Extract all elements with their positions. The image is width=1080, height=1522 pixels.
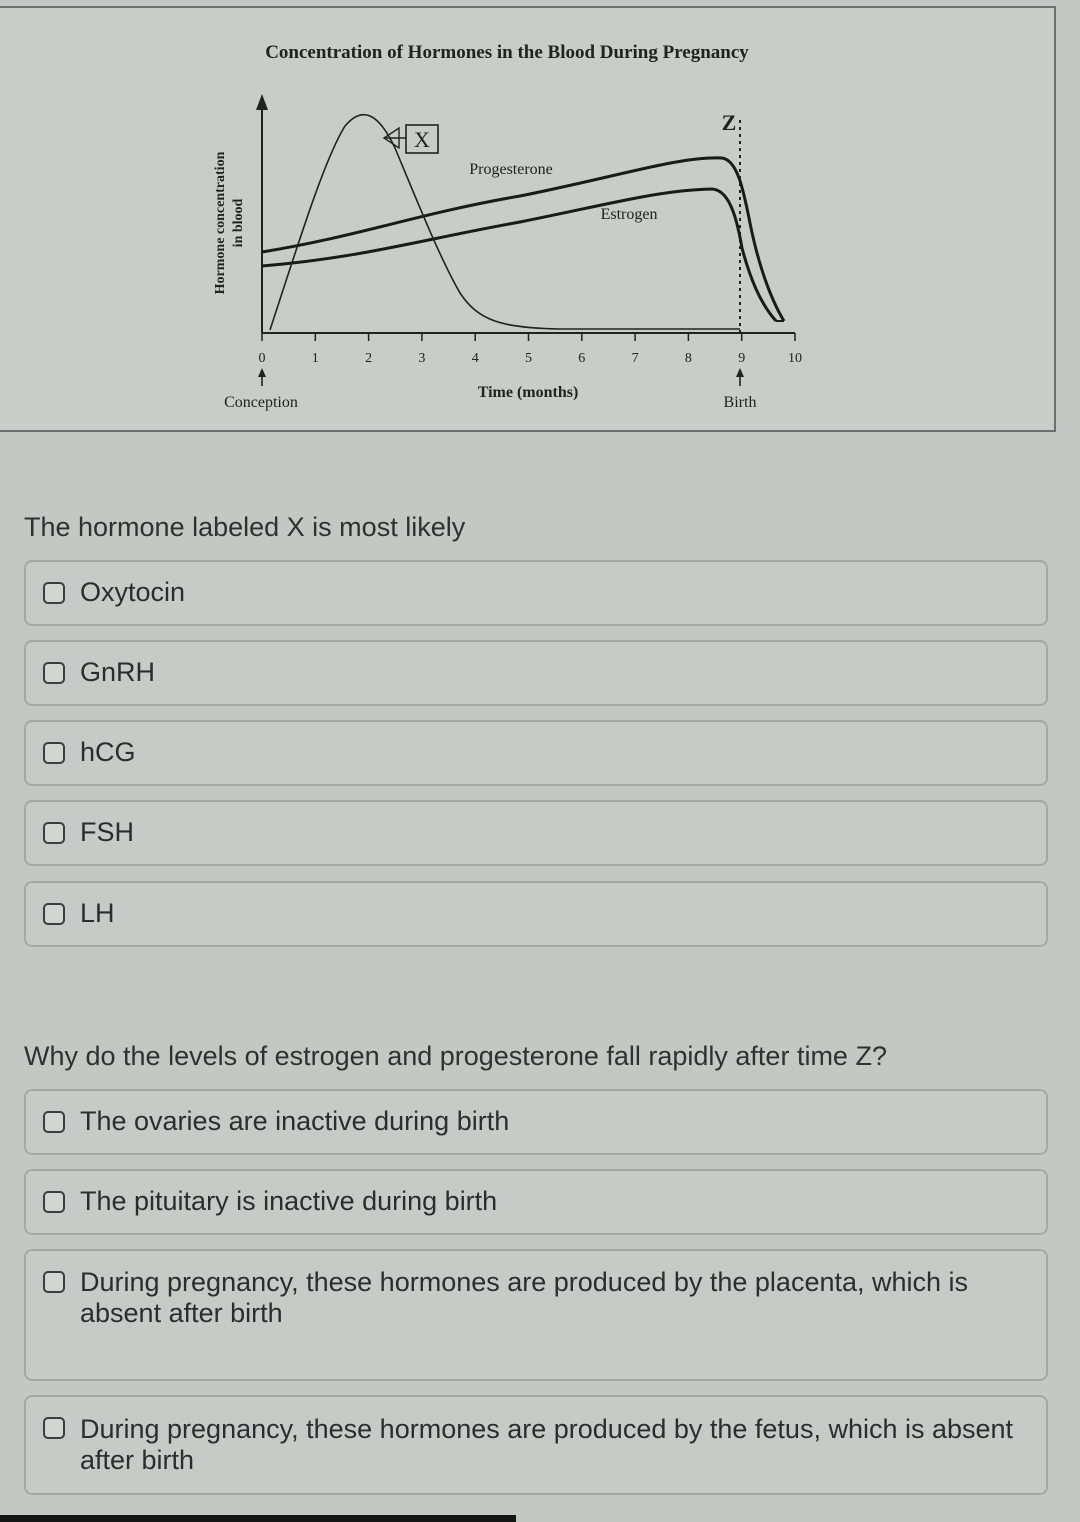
hormone-figure [0,6,1056,432]
hormone-x-curve [270,115,740,330]
x-ticks [259,333,803,366]
checkbox[interactable] [43,1111,65,1133]
x-tick-label: 4 [471,351,479,366]
checkbox[interactable] [43,903,65,925]
checkbox[interactable] [43,822,65,844]
option-label: The ovaries are inactive during birth [80,1106,510,1136]
progesterone-label: Progesterone [469,161,553,178]
x-tick-label: 2 [365,351,373,366]
q1-option-lh[interactable] [24,881,1048,947]
checkbox[interactable] [43,1191,65,1213]
x-axis-label: Time (months) [477,384,579,401]
progesterone-curve [262,158,784,321]
question-2-prompt: Why do the levels of estrogen and progesterone fall rapidly after time Z? [24,1041,887,1071]
checkbox[interactable] [43,662,65,684]
z-label: Z [721,110,737,135]
x-tick-label: 10 [788,351,802,366]
x-tick-label: 0 [258,351,266,366]
option-label: During pregnancy, these hormones are produced by the fetus, which is absent after birth [80,1414,1014,1475]
birth-arrowhead [736,368,744,377]
chart-title: Concentration of Hormones in the Blood During Pregnancy [265,42,749,63]
option-label: Oxytocin [80,577,186,607]
q2-option-ovaries[interactable] [24,1089,1048,1155]
checkbox[interactable] [43,742,65,764]
checkbox[interactable] [43,582,65,604]
q2-option-fetus[interactable] [24,1395,1048,1495]
q2-option-placenta[interactable] [24,1249,1048,1381]
x-tick-label: 7 [631,351,639,366]
q1-option-oxytocin[interactable] [24,560,1048,626]
birth-label: Birth [723,394,757,411]
x-label: X [414,127,430,152]
question-1-prompt: The hormone labeled X is most likely [24,512,466,542]
option-label: LH [80,898,115,928]
estrogen-curve [262,189,776,321]
option-label: hCG [80,737,136,767]
home-indicator-bar [0,1515,516,1522]
hormone-chart [0,8,1056,434]
y-axis-label-line2: in blood [231,198,246,248]
q1-option-fsh[interactable] [24,800,1048,866]
q2-option-pituitary[interactable] [24,1169,1048,1235]
estrogen-label: Estrogen [600,206,658,223]
option-label: FSH [80,817,134,847]
x-tick-label: 1 [311,351,319,366]
x-tick-label: 3 [418,351,426,366]
conception-label: Conception [224,394,298,411]
option-label: GnRH [80,657,156,687]
checkbox[interactable] [43,1417,65,1439]
x-tick-label: 6 [578,351,586,366]
x-tick-label: 9 [738,351,746,366]
y-axis-arrow [256,94,268,110]
x-tick-label: 5 [525,351,532,366]
q1-option-hcg[interactable] [24,720,1048,786]
conception-arrowhead [258,368,266,377]
q1-option-gnrh[interactable] [24,640,1048,706]
option-label: During pregnancy, these hormones are produced by the placenta, which is absent after birth [80,1267,969,1328]
checkbox[interactable] [43,1271,65,1293]
y-axis-label-line1: Hormone concentration [213,151,228,295]
option-label: The pituitary is inactive during birth [80,1186,498,1216]
x-tick-label: 8 [684,351,692,366]
